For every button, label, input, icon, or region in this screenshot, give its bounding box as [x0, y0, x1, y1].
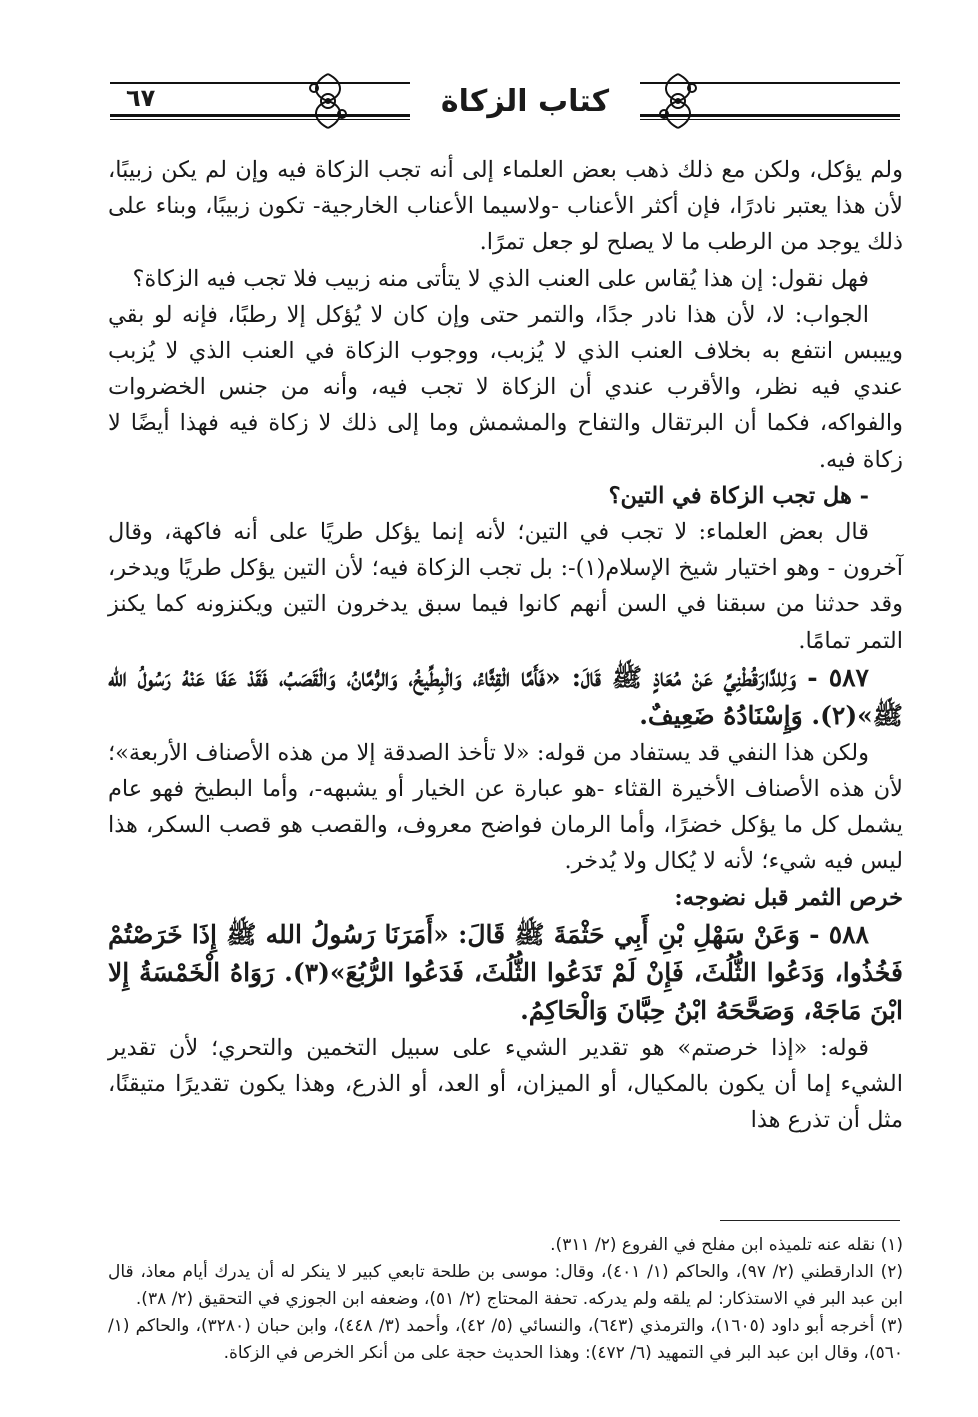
- ornament-right-icon: [650, 70, 706, 132]
- footnote-2: (٢) الدارقطني (٢/ ٩٧)، والحاكم (١/ ٤٠١)، وقال: موسى بن طلحة تابعي كبير لا ينكر له أن يدرك أيام معاذ، قال ابن عبد البر في الاستذكار: لم يلقه ولم يدركه. تحفة المحتاج (٢/ ٥١)، وضعفه ابن الجوزي في التحقيق (٢/ ٣٨).: [108, 1262, 903, 1309]
- footnote-3: (٣) أخرجه أبو داود (١٦٠٥)، والترمذي (٦٤٣)، والنسائي (٥/ ٤٢)، وأحمد (٣/ ٤٤٨)، وابن حبان (٣٢٨٠)، والحاكم (١/ ٥٦٠)، وقال ابن عبد البر في التمهيد (٦/ ٤٧٢): وهذا الحديث حجة على من أنكر الخرص في الزكاة.: [108, 1316, 903, 1363]
- book-title: كتاب الزكاة: [440, 84, 610, 119]
- section-heading-kharas: خرص الثمر قبل نضوجه:: [674, 884, 903, 911]
- page-number: ٦٧: [122, 84, 159, 112]
- paragraph-7: ولكن هذا النفي قد يستفاد من قوله: «لا تأخذ الصدقة إلا من هذه الأصناف الأربعة»؛ لأن هذه الأصناف الأخيرة القثاء -هو عبارة عن الخيار أو يشبهه-، وأما البطيخ فهو عام يشمل كل ما يؤكل خضرًا، وأما الرمان فواضح معروف، والقصب هو قصب السكر، هذا ليس فيه شيء؛ لأنه لا يُكال ولا يُدخر.: [108, 739, 903, 875]
- header-title-box: [410, 70, 640, 132]
- section-heading-fig: - هل تجب الزكاة في التين؟: [608, 482, 869, 509]
- hadith-588: ٥٨٨ - وَعَنْ سَهْلِ بْنِ أَبِي حَثْمَةَ ﷺ قَالَ: «أَمَرَنَا رَسُولُ الله ﷺ إِذَا خَرَصْتُمْ فَخُذُوا، وَدَعُوا الثُّلُثَ، فَإِنْ لَمْ تَدَعُوا الثُّلُثَ، فَدَعُوا الرُّبُعَ»(٣). رَوَاهُ الْخَمْسَةُ إِلا ابْنَ مَاجَهْ، وَصَحَّحَهُ ابْنُ حِبَّانَ وَالْحَاكِمُ.: [108, 919, 903, 1025]
- paragraph-1: ولم يؤكل، ولكن مع ذلك ذهب بعض العلماء إلى أنه تجب الزكاة فيه وإن لم يكن زبيبًا، لأن هذا يعتبر نادرًا، فإن أكثر الأعناب -ولاسيما الأعناب الخارجية- تكون زبيبًا، وبناء على ذلك يوجد من الرطب ما لا يصلح لو جعل تمرًا.: [108, 157, 903, 256]
- main-text: [108, 152, 903, 1138]
- footnotes: [108, 1232, 903, 1367]
- page-header: [110, 70, 900, 140]
- paragraph-10: قوله: «إذا خرصتم» هو تقدير الشيء على سبيل التخمين والتحري؛ لأن تقدير الشيء إما أن يكون بالمكيال، أو الميزان، أو العد، أو الذرع، وهذا يكون تقديرًا متيقنًا، مثل أن تذرع هذا: [108, 1034, 903, 1134]
- paragraph-2: فهل نقول: إن هذا يُقاس على العنب الذي لا يتأتى منه زبيب فلا تجب فيه الزكاة؟: [132, 265, 869, 292]
- ornament-left-icon: [300, 70, 356, 132]
- hadith-587: ٥٨٧ - وَلِلدَّارَقُطْنِيِّ عَنْ مُعَاذٍ ﷺ قَالَ: «فَأَمَّا الْقِثَّاءُ، وَالْبِطِّيخُ، وَالرُّمَّانُ، وَالْقَصَبُ، فَقَدْ عَفَا عَنْهُ رَسُولُ الله ﷺ»(٢). وَإِسْنَادُهُ ضَعِيفٌ.: [108, 662, 903, 730]
- footnote-1: (١) نقله عنه تلميذه ابن مفلح في الفروع (٢/ ٣١١).: [550, 1235, 903, 1255]
- paragraph-3: الجواب: لا، لأن هذا نادر جدًا، والتمر حتى وإن كان لا يُؤكل إلا رطبًا، فإنه لو بقي وييبس انتفع به بخلاف العنب الذي لا يُزبب، ووجوب الزكاة في العنب الذي لا يُزبب عندي فيه نظر، والأقرب عندي أن الزكاة لا تجب فيه، وأنه من جنس الخضروات والفواكه، فكما أن البرتقال والتفاح والمشمش وما إلى ذلك لا زكاة فيه فهذا أيضًا لا زكاة فيه.: [108, 301, 903, 473]
- paragraph-5: قال بعض العلماء: لا تجب في التين؛ لأنه إنما يؤكل طريًا على أنه فاكهة، وقال آخرون - وهو اختيار شيخ الإسلام(١)-: بل تجب الزكاة فيه؛ لأن التين يؤكل طريًا ويدخر، وقد حدثنا من سبقنا في السن أنهم كانوا فيما سبق يدخرون التين ويكنزونه كما يكنز التمر تمامًا.: [108, 519, 903, 654]
- footnote-separator: [720, 1220, 900, 1221]
